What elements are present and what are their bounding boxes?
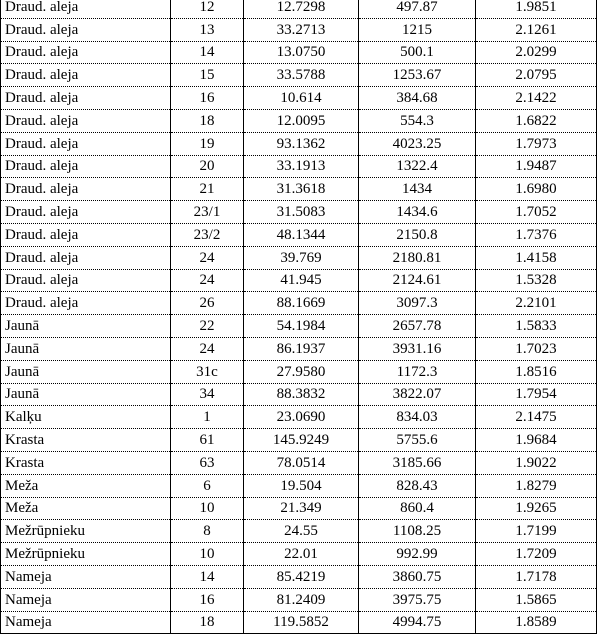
- street-cell: Nameja: [1, 588, 171, 611]
- table-row: [1, 360, 597, 383]
- value-b-cell: 860.4: [359, 497, 476, 520]
- street-cell: Draud. aleja: [1, 223, 171, 246]
- house-number-cell: 14: [171, 41, 244, 64]
- street-cell: Krasta: [1, 429, 171, 452]
- value-a-cell: 19.504: [244, 474, 359, 497]
- house-number-cell: 24: [171, 269, 244, 292]
- ratio-cell: 1.4158: [476, 246, 597, 269]
- street-cell: Mežrūpnieku: [1, 543, 171, 566]
- house-number-cell: 21: [171, 178, 244, 201]
- value-a-cell: 13.0750: [244, 41, 359, 64]
- table-row: [1, 246, 597, 269]
- value-a-cell: 88.1669: [244, 292, 359, 315]
- house-number-cell: 16: [171, 87, 244, 110]
- house-number-cell: 12: [171, 0, 244, 18]
- street-cell: Draud. aleja: [1, 178, 171, 201]
- table-row: [1, 155, 597, 178]
- table-row: [1, 520, 597, 543]
- table-row: [1, 201, 597, 224]
- table-row: [1, 292, 597, 315]
- value-b-cell: 3975.75: [359, 588, 476, 611]
- street-cell: Draud. aleja: [1, 269, 171, 292]
- street-cell: Draud. aleja: [1, 41, 171, 64]
- street-cell: Mežrūpnieku: [1, 520, 171, 543]
- ratio-cell: 2.0795: [476, 64, 597, 87]
- street-cell: Nameja: [1, 611, 171, 634]
- house-number-cell: 23/2: [171, 223, 244, 246]
- house-number-cell: 1: [171, 406, 244, 429]
- table-row: [1, 406, 597, 429]
- house-number-cell: 6: [171, 474, 244, 497]
- ratio-cell: 1.7023: [476, 337, 597, 360]
- value-b-cell: 1215: [359, 18, 476, 41]
- value-a-cell: 22.01: [244, 543, 359, 566]
- ratio-cell: 1.8279: [476, 474, 597, 497]
- table-row: [1, 132, 597, 155]
- table-body: [1, 0, 597, 634]
- street-cell: Draud. aleja: [1, 201, 171, 224]
- value-b-cell: 1434.6: [359, 201, 476, 224]
- street-cell: Jaunā: [1, 383, 171, 406]
- house-number-cell: 8: [171, 520, 244, 543]
- street-cell: Draud. aleja: [1, 109, 171, 132]
- street-cell: Draud. aleja: [1, 18, 171, 41]
- value-b-cell: 1108.25: [359, 520, 476, 543]
- table-row: [1, 565, 597, 588]
- ratio-cell: 2.2101: [476, 292, 597, 315]
- ratio-cell: 1.8589: [476, 611, 597, 634]
- street-cell: Nameja: [1, 565, 171, 588]
- street-cell: Draud. aleja: [1, 246, 171, 269]
- value-a-cell: 119.5852: [244, 611, 359, 634]
- ratio-cell: 1.5328: [476, 269, 597, 292]
- value-b-cell: 2124.61: [359, 269, 476, 292]
- ratio-cell: 1.6980: [476, 178, 597, 201]
- value-b-cell: 3860.75: [359, 565, 476, 588]
- house-number-cell: 16: [171, 588, 244, 611]
- value-b-cell: 834.03: [359, 406, 476, 429]
- street-cell: Jaunā: [1, 360, 171, 383]
- value-b-cell: 1434: [359, 178, 476, 201]
- value-b-cell: 3097.3: [359, 292, 476, 315]
- value-b-cell: 1322.4: [359, 155, 476, 178]
- house-number-cell: 15: [171, 64, 244, 87]
- value-b-cell: 2150.8: [359, 223, 476, 246]
- street-cell: Draud. aleja: [1, 64, 171, 87]
- value-a-cell: 31.5083: [244, 201, 359, 224]
- ratio-cell: 1.7199: [476, 520, 597, 543]
- ratio-cell: 1.5833: [476, 315, 597, 338]
- house-number-cell: 26: [171, 292, 244, 315]
- value-a-cell: 78.0514: [244, 451, 359, 474]
- value-a-cell: 81.2409: [244, 588, 359, 611]
- value-a-cell: 27.9580: [244, 360, 359, 383]
- value-b-cell: 384.68: [359, 87, 476, 110]
- table-row: [1, 429, 597, 452]
- value-a-cell: 88.3832: [244, 383, 359, 406]
- value-a-cell: 41.945: [244, 269, 359, 292]
- value-b-cell: 4023.25: [359, 132, 476, 155]
- value-b-cell: 1253.67: [359, 64, 476, 87]
- ratio-cell: 1.5865: [476, 588, 597, 611]
- street-cell: Meža: [1, 474, 171, 497]
- value-a-cell: 85.4219: [244, 565, 359, 588]
- table-row: [1, 41, 597, 64]
- street-cell: Draud. aleja: [1, 155, 171, 178]
- street-cell: Draud. aleja: [1, 0, 171, 18]
- ratio-cell: 1.7178: [476, 565, 597, 588]
- table-row: [1, 18, 597, 41]
- value-a-cell: 39.769: [244, 246, 359, 269]
- ratio-cell: 1.9265: [476, 497, 597, 520]
- value-a-cell: 33.5788: [244, 64, 359, 87]
- table-row: [1, 109, 597, 132]
- value-b-cell: 828.43: [359, 474, 476, 497]
- value-a-cell: 12.7298: [244, 0, 359, 18]
- table-row: [1, 611, 597, 634]
- house-number-cell: 18: [171, 611, 244, 634]
- house-number-cell: 18: [171, 109, 244, 132]
- ratio-cell: 2.1422: [476, 87, 597, 110]
- street-cell: Krasta: [1, 451, 171, 474]
- ratio-cell: 1.7052: [476, 201, 597, 224]
- value-b-cell: 4994.75: [359, 611, 476, 634]
- value-a-cell: 21.349: [244, 497, 359, 520]
- street-cell: Draud. aleja: [1, 87, 171, 110]
- ratio-cell: 2.1261: [476, 18, 597, 41]
- table-row: [1, 223, 597, 246]
- street-cell: Draud. aleja: [1, 292, 171, 315]
- street-cell: Jaunā: [1, 315, 171, 338]
- ratio-cell: 1.7954: [476, 383, 597, 406]
- ratio-cell: 1.9851: [476, 0, 597, 18]
- table-row: [1, 543, 597, 566]
- table-row: [1, 588, 597, 611]
- value-a-cell: 10.614: [244, 87, 359, 110]
- house-number-cell: 10: [171, 497, 244, 520]
- house-number-cell: 31c: [171, 360, 244, 383]
- table-row: [1, 64, 597, 87]
- ratio-cell: 1.8516: [476, 360, 597, 383]
- value-b-cell: 5755.6: [359, 429, 476, 452]
- value-a-cell: 48.1344: [244, 223, 359, 246]
- value-a-cell: 31.3618: [244, 178, 359, 201]
- house-number-cell: 19: [171, 132, 244, 155]
- table-row: [1, 497, 597, 520]
- ratio-cell: 1.7376: [476, 223, 597, 246]
- value-a-cell: 33.1913: [244, 155, 359, 178]
- value-a-cell: 12.0095: [244, 109, 359, 132]
- ratio-cell: 1.7209: [476, 543, 597, 566]
- table-row: [1, 474, 597, 497]
- value-b-cell: 500.1: [359, 41, 476, 64]
- house-number-cell: 10: [171, 543, 244, 566]
- ratio-cell: 1.6822: [476, 109, 597, 132]
- value-a-cell: 86.1937: [244, 337, 359, 360]
- ratio-cell: 1.9684: [476, 429, 597, 452]
- value-a-cell: 23.0690: [244, 406, 359, 429]
- ratio-cell: 1.9022: [476, 451, 597, 474]
- house-number-cell: 23/1: [171, 201, 244, 224]
- house-number-cell: 20: [171, 155, 244, 178]
- value-a-cell: 24.55: [244, 520, 359, 543]
- value-a-cell: 145.9249: [244, 429, 359, 452]
- value-b-cell: 2657.78: [359, 315, 476, 338]
- street-cell: Kalķu: [1, 406, 171, 429]
- house-number-cell: 24: [171, 246, 244, 269]
- value-b-cell: 2180.81: [359, 246, 476, 269]
- house-number-cell: 34: [171, 383, 244, 406]
- table-row: [1, 337, 597, 360]
- value-a-cell: 93.1362: [244, 132, 359, 155]
- value-b-cell: 3931.16: [359, 337, 476, 360]
- house-number-cell: 13: [171, 18, 244, 41]
- value-b-cell: 1172.3: [359, 360, 476, 383]
- ratio-cell: 2.0299: [476, 41, 597, 64]
- house-number-cell: 22: [171, 315, 244, 338]
- street-cell: Jaunā: [1, 337, 171, 360]
- table-row: [1, 269, 597, 292]
- table-row: [1, 451, 597, 474]
- house-number-cell: 14: [171, 565, 244, 588]
- house-number-cell: 63: [171, 451, 244, 474]
- table-row: [1, 315, 597, 338]
- value-b-cell: 554.3: [359, 109, 476, 132]
- value-b-cell: 3822.07: [359, 383, 476, 406]
- table-row: [1, 87, 597, 110]
- table-row: [1, 178, 597, 201]
- table-row: [1, 383, 597, 406]
- street-cell: Draud. aleja: [1, 132, 171, 155]
- house-number-cell: 24: [171, 337, 244, 360]
- value-a-cell: 54.1984: [244, 315, 359, 338]
- value-b-cell: 3185.66: [359, 451, 476, 474]
- ratio-cell: 1.9487: [476, 155, 597, 178]
- value-a-cell: 33.2713: [244, 18, 359, 41]
- ratio-cell: 2.1475: [476, 406, 597, 429]
- value-b-cell: 497.87: [359, 0, 476, 18]
- street-cell: Meža: [1, 497, 171, 520]
- house-number-cell: 61: [171, 429, 244, 452]
- ratio-cell: 1.7973: [476, 132, 597, 155]
- value-b-cell: 992.99: [359, 543, 476, 566]
- table-row: [1, 0, 597, 18]
